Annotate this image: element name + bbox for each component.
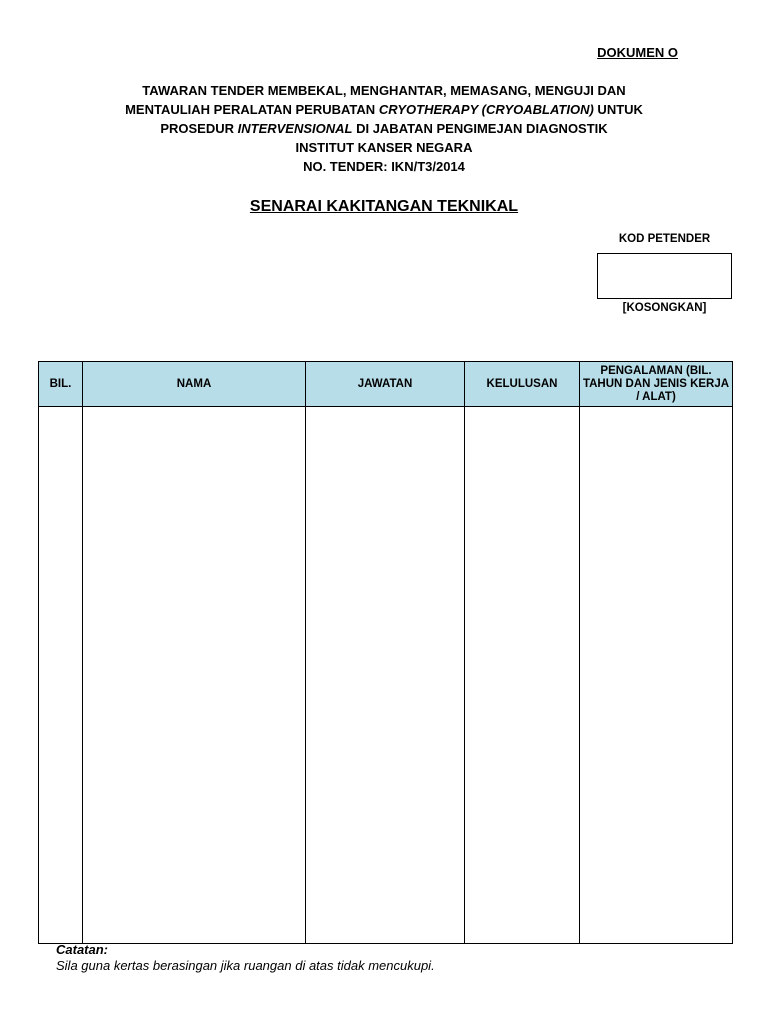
table-row [39,407,733,944]
notes-label: Catatan: [56,942,109,957]
column-header-pengalaman: PENGALAMAN (BIL. TAHUN DAN JENIS KERJA / ALAT) [580,362,733,407]
column-header-jawatan: JAWATAN [306,362,465,407]
heading-line-2: MENTAULIAH PERALATAN PERUBATAN CRYOTHERAPY (CRYOABLATION) UNTUK [125,102,643,117]
page-title: SENARAI KAKITANGAN TEKNIKAL [249,198,519,215]
cell-jawatan[interactable] [306,407,465,944]
column-header-bil: BIL. [39,362,83,407]
notes [56,942,435,974]
cell-bil[interactable] [39,407,83,944]
tenderer-code-box[interactable] [597,253,732,299]
heading-line-4: INSTITUT KANSER NEGARA [295,140,473,155]
heading-line-1: TAWARAN TENDER MEMBEKAL, MENGHANTAR, MEMASANG, MENGUJI DAN [142,83,626,98]
column-header-kelulusan: KELULUSAN [465,362,580,407]
document-code: DOKUMEN O [597,45,678,60]
tenderer-code-label: KOD PETENDER [618,233,711,245]
cell-kelulusan[interactable] [465,407,580,944]
heading-line-3: PROSEDUR INTERVENSIONAL DI JABATAN PENGIMEJAN DIAGNOSTIK [160,121,608,136]
column-header-nama: NAMA [83,362,306,407]
table-header-row [39,362,733,407]
tender-heading [0,81,768,176]
technical-staff-table [38,361,733,944]
cell-nama[interactable] [83,407,306,944]
tenderer-code-note: [KOSONGKAN] [622,302,707,314]
heading-line-5: NO. TENDER: IKN/T3/2014 [303,159,465,174]
notes-text: Sila guna kertas berasingan jika ruangan di atas tidak mencukupi. [56,958,435,973]
cell-pengalaman[interactable] [580,407,733,944]
